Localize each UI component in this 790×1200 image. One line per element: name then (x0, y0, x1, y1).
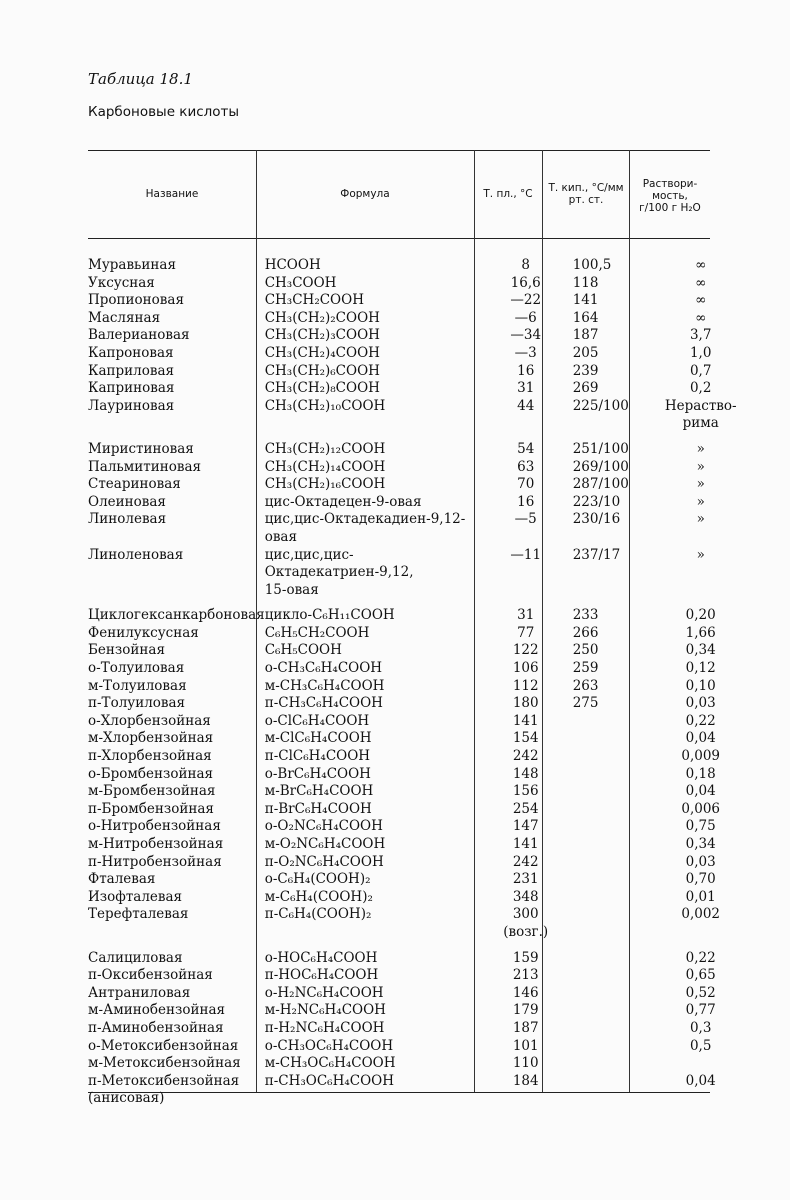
cell-name: п-Толуиловая (88, 695, 186, 712)
table-row (88, 1055, 741, 1073)
cell-formula: CH₃(CH₂)₃COOH (264, 327, 380, 344)
cell-name: Фенилуксусная (88, 624, 199, 641)
cell-formula: м-BrC₆H₄COOH (264, 783, 374, 800)
cell-formula: цис,цис,цис-Октадекатриен-9,12, 15-овая (264, 546, 414, 598)
cell-bp: 263 (572, 677, 599, 694)
cell-mp: 8 (521, 257, 530, 273)
table-row (88, 398, 741, 433)
cell-name: Салициловая (88, 949, 183, 966)
cell-formula: HCOOH (264, 257, 321, 273)
header-solubility: Раствори- мость, г/100 г H₂O (639, 178, 701, 214)
cell-sol: 0,22 (685, 712, 716, 729)
table-row (88, 748, 741, 766)
acids-table (88, 257, 741, 1108)
cell-bp: 223/10 (572, 493, 621, 510)
cell-bp: 269/100 (572, 458, 629, 475)
table-row (88, 985, 741, 1003)
cell-name: Изофталевая (88, 888, 183, 905)
cell-formula: м-ClC₆H₄COOH (264, 730, 372, 747)
cell-bp: 141 (572, 292, 599, 309)
cell-name: Циклогексанкарбоновая (88, 607, 265, 624)
table-row (88, 292, 741, 310)
cell-sol: » (696, 511, 705, 528)
cell-mp: 180 (512, 695, 539, 712)
cell-name: Уксусная (88, 274, 155, 291)
table-row (88, 476, 741, 494)
cell-name: Каприновая (88, 380, 175, 397)
cell-sol: 0,04 (685, 730, 716, 747)
cell-mp: 31 (517, 607, 535, 624)
cell-mp: —11 (510, 546, 542, 563)
cell-bp: 269 (572, 380, 599, 397)
table-row (88, 1038, 741, 1056)
cell-bp: 259 (572, 660, 599, 677)
table-caption: Таблица 18.1 (88, 70, 193, 88)
cell-sol: 0,04 (685, 1072, 716, 1089)
cell-sol: 0,20 (685, 607, 716, 624)
cell-sol: 1,0 (689, 344, 712, 361)
cell-sol: 0,18 (685, 765, 716, 782)
cell-formula: п-C₆H₄(COOH)₂ (264, 906, 372, 923)
cell-name: Муравьиная (88, 257, 176, 273)
cell-formula: п-CH₃C₆H₄COOH (264, 695, 383, 712)
table-row (88, 433, 741, 459)
cell-bp: 230/16 (572, 511, 621, 528)
table-row (88, 625, 741, 643)
cell-mp: 179 (512, 1002, 539, 1019)
cell-sol: ∞ (695, 309, 707, 326)
cell-name: Олеиновая (88, 493, 166, 510)
cell-mp: 348 (512, 888, 539, 905)
cell-formula: CH₃COOH (264, 274, 337, 291)
cell-formula: о-H₂NC₆H₄COOH (264, 984, 384, 1001)
cell-mp: 159 (512, 949, 539, 966)
cell-name: о-Толуиловая (88, 660, 185, 677)
cell-mp: 106 (512, 660, 539, 677)
cell-name: м-Бромбензойная (88, 783, 216, 800)
cell-sol: 0,2 (689, 380, 712, 397)
cell-formula: м-CH₃OC₆H₄COOH (264, 1055, 396, 1072)
table-row (88, 310, 741, 328)
cell-name: п-Аминобензойная (88, 1019, 224, 1036)
cell-name: о-Нитробензойная (88, 818, 221, 835)
cell-formula: CH₃(CH₂)₆COOH (264, 362, 380, 379)
cell-name: Линолевая (88, 511, 167, 528)
cell-name: о-Метоксибензойная (88, 1037, 239, 1054)
cell-mp: 63 (517, 458, 535, 475)
cell-formula: CH₃(CH₂)₁₀COOH (264, 397, 386, 414)
cell-formula: CH₃(CH₂)₁₄COOH (264, 458, 386, 475)
cell-name: м-Аминобензойная (88, 1002, 226, 1019)
cell-sol: 0,006 (681, 800, 721, 817)
cell-mp: 141 (512, 712, 539, 729)
table-row (88, 942, 741, 968)
table-row (88, 889, 741, 907)
cell-mp: —3 (514, 344, 537, 361)
cell-name: Валериановая (88, 327, 190, 344)
cell-mp: 77 (517, 624, 535, 641)
cell-mp: 242 (512, 748, 539, 765)
cell-name: Миристиновая (88, 440, 194, 457)
cell-bp: 250 (572, 642, 599, 659)
cell-name: Капроновая (88, 344, 174, 361)
cell-name: п-Хлорбензойная (88, 748, 212, 765)
table-row (88, 967, 741, 985)
cell-bp: 266 (572, 624, 599, 641)
table-row (88, 599, 741, 625)
table-row (88, 818, 741, 836)
cell-sol: » (696, 440, 705, 457)
cell-sol: 0,52 (685, 984, 716, 1001)
cell-mp: 122 (512, 642, 539, 659)
cell-name: Антраниловая (88, 984, 191, 1001)
cell-mp: 156 (512, 783, 539, 800)
cell-name: м-Толуиловая (88, 677, 187, 694)
cell-name: Бензойная (88, 642, 165, 659)
table-row (88, 660, 741, 678)
table-row (88, 494, 741, 512)
cell-mp: 54 (517, 440, 535, 457)
cell-mp: 141 (512, 836, 539, 852)
cell-sol: 0,3 (689, 1019, 712, 1036)
table-row (88, 1002, 741, 1020)
cell-formula: CH₃(CH₂)₁₆COOH (264, 476, 386, 493)
cell-name: о-Бромбензойная (88, 765, 214, 782)
cell-sol: 0,04 (685, 783, 716, 800)
cell-formula: о-HOC₆H₄COOH (264, 949, 378, 966)
cell-name: Пальмитиновая (88, 458, 202, 475)
cell-mp: 187 (512, 1019, 539, 1036)
cell-sol: 0,5 (689, 1037, 712, 1054)
table-row (88, 766, 741, 784)
cell-formula: CH₃(CH₂)₁₂COOH (264, 440, 386, 457)
table-title: Карбоновые кислоты (88, 104, 240, 120)
cell-formula: цикло-C₆H₁₁COOH (264, 607, 395, 624)
cell-formula: о-CH₃C₆H₄COOH (264, 660, 383, 677)
cell-mp: 44 (517, 397, 535, 414)
header-bp: Т. кип., °C/мм рт. ст. (548, 182, 624, 206)
cell-mp: 242 (512, 853, 539, 870)
table-row (88, 345, 741, 363)
cell-mp: 16 (517, 362, 535, 379)
cell-mp: 70 (517, 476, 535, 493)
cell-formula: м-CH₃C₆H₄COOH (264, 677, 385, 694)
cell-sol: 0,10 (685, 677, 716, 694)
cell-sol: 0,03 (685, 853, 716, 870)
cell-bp: 251/100 (572, 440, 629, 457)
cell-mp: 148 (512, 765, 539, 782)
cell-name: Каприловая (88, 362, 175, 379)
header-mp: Т. пл., °C (483, 188, 533, 200)
cell-sol: ∞ (695, 292, 707, 309)
cell-formula: п-CH₃OC₆H₄COOH (264, 1072, 395, 1089)
cell-name: п-Метоксибензойная (анисовая) (88, 1072, 240, 1107)
cell-formula: CH₃(CH₂)₄COOH (264, 344, 380, 361)
cell-sol: » (696, 546, 705, 563)
cell-formula: п-H₂NC₆H₄COOH (264, 1019, 385, 1036)
table-row (88, 695, 741, 713)
cell-formula: C₆H₅COOH (264, 642, 342, 659)
cell-name: Пропионовая (88, 292, 184, 309)
header-rule (88, 238, 710, 239)
cell-sol: 0,65 (685, 967, 716, 984)
table-row (88, 906, 741, 941)
table-row (88, 1020, 741, 1038)
cell-formula: о-C₆H₄(COOH)₂ (264, 871, 371, 888)
cell-mp: 254 (512, 800, 539, 817)
cell-mp: —22 (510, 292, 542, 309)
table-row (88, 801, 741, 819)
cell-formula: м-H₂NC₆H₄COOH (264, 1002, 386, 1019)
cell-mp: 213 (512, 967, 539, 984)
cell-formula: цис,цис-Октадекадиен-9,12-овая (264, 511, 466, 545)
cell-name: Терефталевая (88, 906, 189, 923)
cell-mp: 16 (517, 493, 535, 510)
cell-sol: 0,03 (685, 695, 716, 712)
cell-bp: 239 (572, 362, 599, 379)
cell-sol: 0,01 (685, 888, 716, 905)
cell-name: п-Оксибензойная (88, 967, 213, 984)
table-row (88, 327, 741, 345)
cell-bp: 233 (572, 607, 599, 624)
cell-sol: 0,34 (685, 642, 716, 659)
cell-bp: 225/100 (572, 397, 629, 414)
cell-sol: 0,12 (685, 660, 716, 677)
table-row (88, 363, 741, 381)
table-row (88, 713, 741, 731)
cell-bp: 237/17 (572, 546, 621, 563)
cell-bp: 100,5 (572, 257, 612, 273)
cell-sol: Нераство- рима (664, 397, 737, 432)
table-row (88, 275, 741, 293)
cell-formula: м-O₂NC₆H₄COOH (264, 836, 386, 852)
table-row (88, 1073, 741, 1108)
cell-name: Стеариновая (88, 476, 181, 493)
cell-formula: CH₃CH₂COOH (264, 292, 364, 309)
cell-name: Фталевая (88, 871, 156, 888)
cell-formula: п-O₂NC₆H₄COOH (264, 853, 384, 870)
cell-mp: —6 (514, 309, 537, 326)
cell-bp: 205 (572, 344, 599, 361)
table-row (88, 836, 741, 854)
cell-mp: 16,6 (510, 274, 541, 291)
cell-mp: 300 (возг.) (503, 906, 549, 940)
cell-sol: 0,34 (685, 836, 716, 852)
cell-mp: 184 (512, 1072, 539, 1089)
cell-formula: цис-Октадецен-9-овая (264, 493, 422, 510)
cell-bp: 164 (572, 309, 599, 326)
cell-sol: 3,7 (689, 327, 712, 344)
cell-sol: 1,66 (685, 624, 716, 641)
cell-formula: C₆H₅CH₂COOH (264, 624, 370, 641)
cell-mp: 112 (512, 677, 539, 694)
table-row (88, 511, 741, 546)
table-row (88, 854, 741, 872)
table-row (88, 730, 741, 748)
cell-name: м-Хлорбензойная (88, 730, 214, 747)
cell-mp: 110 (512, 1055, 539, 1072)
cell-bp: 187 (572, 327, 599, 344)
cell-mp: 231 (512, 871, 539, 888)
cell-sol: 0,009 (681, 748, 721, 765)
cell-mp: 147 (512, 818, 539, 835)
cell-name: п-Бромбензойная (88, 800, 214, 817)
cell-name: Линоленовая (88, 546, 184, 563)
cell-sol: » (696, 458, 705, 475)
header-name: Название (145, 188, 199, 200)
cell-formula: CH₃(CH₂)₈COOH (264, 380, 380, 397)
table-row (88, 547, 741, 600)
cell-bp: 287/100 (572, 476, 629, 493)
cell-mp: 146 (512, 984, 539, 1001)
header-formula: Формула (340, 188, 390, 200)
table-row (88, 783, 741, 801)
cell-sol: 0,7 (689, 362, 712, 379)
cell-sol: ∞ (695, 257, 707, 273)
cell-sol: ∞ (695, 274, 707, 291)
cell-mp: 154 (512, 730, 539, 747)
cell-formula: м-C₆H₄(COOH)₂ (264, 888, 373, 905)
cell-sol: » (696, 476, 705, 493)
table-row (88, 257, 741, 275)
cell-formula: о-O₂NC₆H₄COOH (264, 818, 383, 835)
cell-mp: —5 (514, 511, 537, 528)
cell-name: о-Хлорбензойная (88, 712, 211, 729)
cell-sol: 0,70 (685, 871, 716, 888)
cell-bp: 275 (572, 695, 599, 712)
cell-formula: CH₃(CH₂)₂COOH (264, 309, 380, 326)
cell-sol: 0,002 (681, 906, 721, 923)
cell-name: Масляная (88, 309, 161, 326)
table-row (88, 678, 741, 696)
cell-formula: п-BrC₆H₄COOH (264, 800, 372, 817)
cell-mp: 31 (517, 380, 535, 397)
cell-mp: —34 (510, 327, 542, 344)
cell-sol: 0,75 (685, 818, 716, 835)
top-rule (88, 150, 710, 151)
cell-formula: о-BrC₆H₄COOH (264, 765, 371, 782)
cell-name: п-Нитробензойная (88, 853, 222, 870)
cell-name: м-Нитробензойная (88, 836, 224, 852)
table-row (88, 871, 741, 889)
cell-formula: п-ClC₆H₄COOH (264, 748, 371, 765)
table-row (88, 642, 741, 660)
table-row (88, 380, 741, 398)
table-row (88, 459, 741, 477)
cell-sol: 0,22 (685, 949, 716, 966)
cell-sol: 0,77 (685, 1002, 716, 1019)
cell-name: Лауриновая (88, 397, 175, 414)
cell-formula: о-ClC₆H₄COOH (264, 712, 370, 729)
cell-bp: 118 (572, 274, 599, 291)
cell-name: м-Метоксибензойная (88, 1055, 241, 1072)
cell-formula: п-HOC₆H₄COOH (264, 967, 379, 984)
cell-sol: » (696, 493, 705, 510)
cell-formula: о-CH₃OC₆H₄COOH (264, 1037, 394, 1054)
cell-mp: 101 (512, 1037, 539, 1054)
